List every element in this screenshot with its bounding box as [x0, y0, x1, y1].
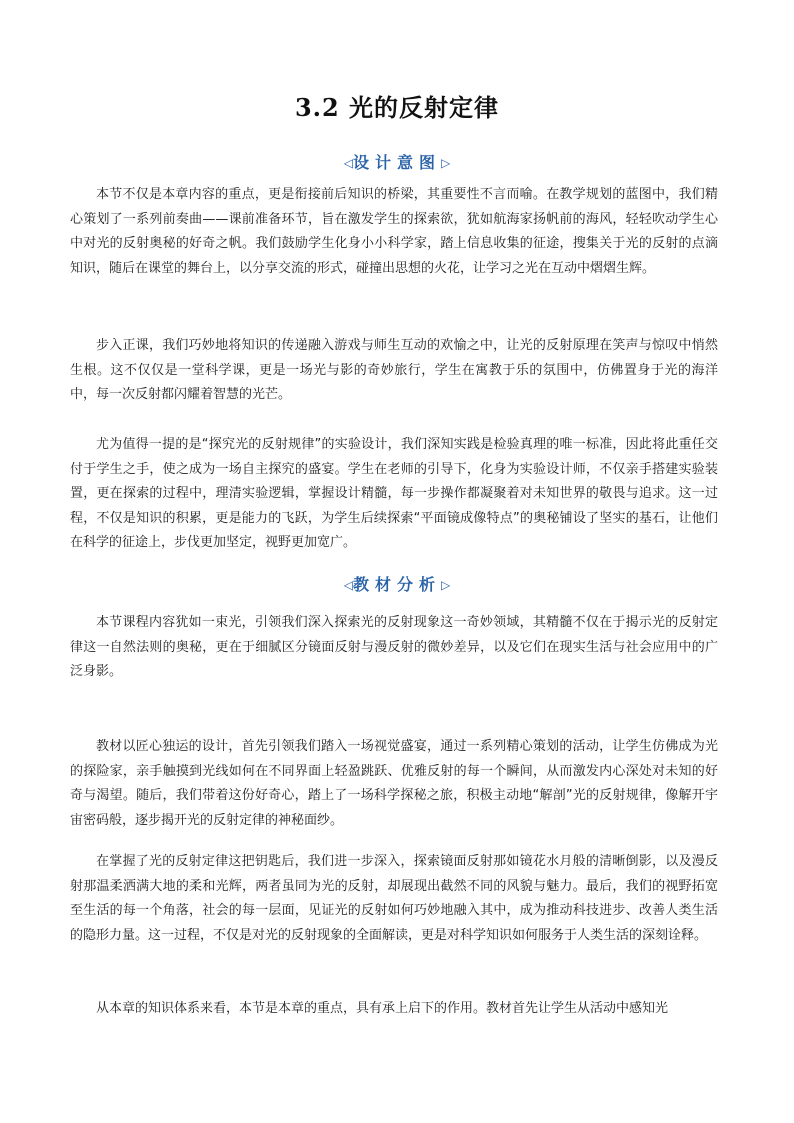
paragraph-analysis-2: 教材以匠心独运的设计，首先引领我们踏入一场视觉盛宴，通过一系列精心策划的活动，让学生仿佛成为光的探险家，亲手触摸到光线如何在不同界面上轻盈跳跃、优雅反射的每一个瞬间，从而激发内心深处对未知的好奇与渴望。随后，我们带着这份好奇心，踏上了一场科学探秘之旅，积极主动地“解剖”光的反射规律，像解开宇宙密码般，逐步揭开光的反射定律的神秘面纱。	[70, 739, 718, 828]
triangle-left-icon: ◁	[343, 156, 353, 170]
page-title: 3.2 光的反射定律	[294, 93, 500, 122]
paragraph-analysis-1: 本节课程内容犹如一束光，引领我们深入探索光的反射现象这一奇妙领域，其精髓不仅在于揭示光的反射定律这一自然法则的奥秘，更在于细腻区分镜面反射与漫反射的微妙差异，以及它们在现实生活与社会应用中的广泛身影。	[70, 615, 718, 679]
section-heading-analysis	[0, 572, 794, 595]
section-heading-analysis-label: 教材分析	[352, 575, 441, 594]
paragraph-design-2: 步入正课，我们巧妙地将知识的传递融入游戏与师生互动的欢愉之中，让光的反射原理在笑声与惊叹中悄然生根。这不仅仅是一堂科学课，更是一场光与影的奇妙旅行，学生在寓教于乐的氛围中，仿佛置身于光的海洋中，每一次反射都闪耀着智慧的光芒。	[70, 338, 718, 402]
triangle-right-icon: ▷	[441, 156, 451, 170]
section-heading-design	[0, 150, 794, 173]
paragraph-analysis-4: 从本章的知识体系来看，本节是本章的重点，具有承上启下的作用。教材首先让学生从活动中感知光	[96, 1001, 669, 1016]
triangle-right-icon: ▷	[441, 578, 451, 592]
triangle-left-icon: ◁	[343, 578, 353, 592]
paragraph-design-1: 本节不仅是本章内容的重点，更是衔接前后知识的桥梁，其重要性不言而喻。在教学规划的蓝图中，我们精心策划了一系列前奏曲——课前准备环节，旨在激发学生的探索欲，犹如航海家扬帆前的海风，轻轻吹动学生心中对光的反射奥秘的好奇之帆。我们鼓励学生化身小小科学家，踏上信息收集的征途，搜集关于光的反射的点滴知识，随后在课堂的舞台上，以分享交流的形式，碰撞出思想的火花，让学习之光在互动中熠熠生辉。	[70, 187, 718, 276]
paragraph-analysis-3: 在掌握了光的反射定律这把钥匙后，我们进一步深入，探索镜面反射那如镜花水月般的清晰倒影，以及漫反射那温柔洒满大地的柔和光辉，两者虽同为光的反射，却展现出截然不同的风貌与魅力。最后，我们的视野拓宽至生活的每一个角落，社会的每一层面，见证光的反射如何巧妙地融入其中，成为推动科技进步、改善人类生活的隐形力量。这一过程，不仅是对光的反射现象的全面解读，更是对科学知识如何服务于人类生活的深刻诠释。	[70, 854, 718, 943]
paragraph-design-3: 尤为值得一提的是“探究光的反射规律”的实验设计，我们深知实践是检验真理的唯一标准，因此将此重任交付于学生之手，使之成为一场自主探究的盛宴。学生在老师的引导下，化身为实验设计师，不仅亲手搭建实验装置，更在探索的过程中，理清实验逻辑，掌握设计精髓，每一步操作都凝聚着对未知世界的敬畏与追求。这一过程，不仅是知识的积累，更是能力的飞跃，为学生后续探索“平面镜成像特点”的奥秘铺设了坚实的基石，让他们在科学的征途上，步伐更加坚定，视野更加宽广。	[70, 437, 718, 550]
section-heading-design-label: 设计意图	[352, 153, 441, 172]
